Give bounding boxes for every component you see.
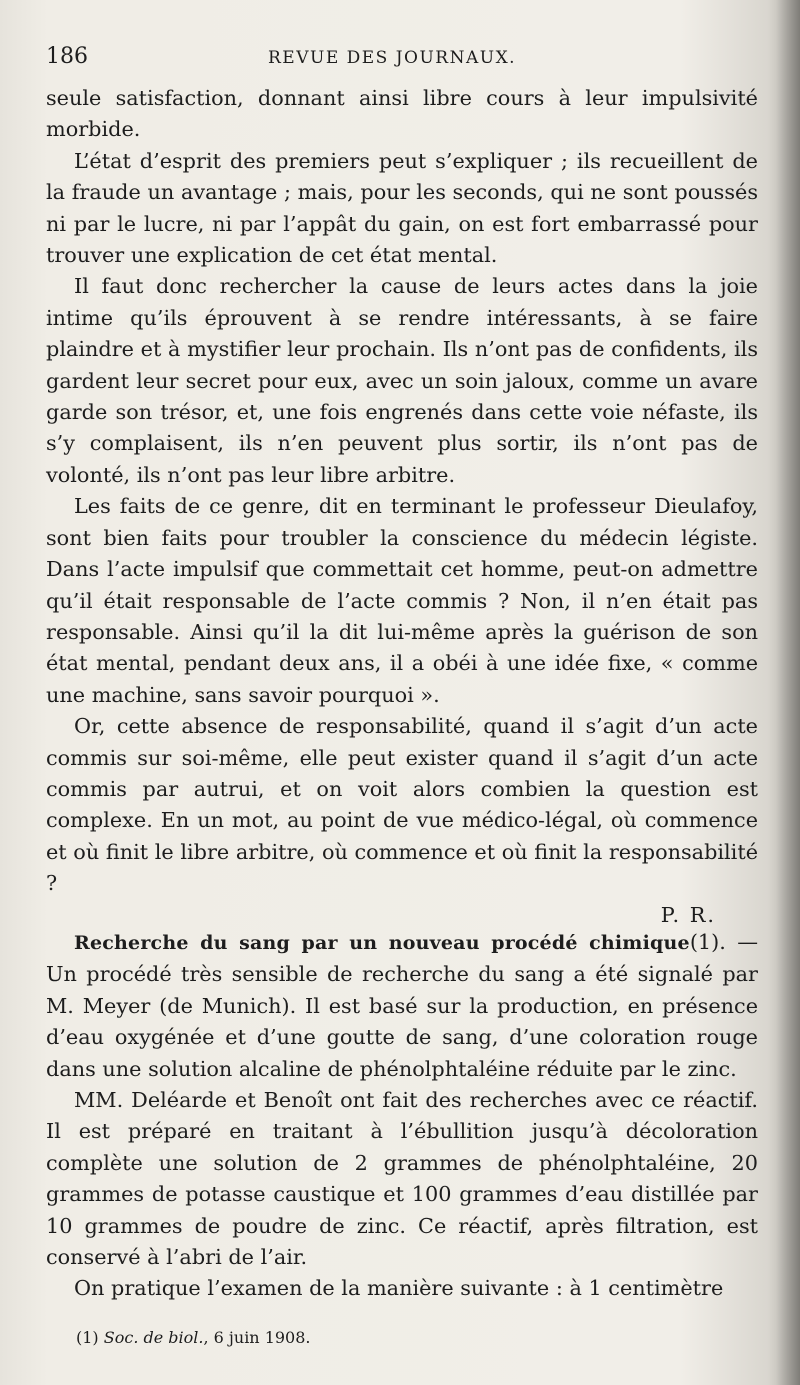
footnote-source: Soc. de biol. <box>103 1328 204 1347</box>
footnote-reference: (1). <box>689 930 726 954</box>
section-text-1: — Un procédé très sensible de recherche du sang a été signalé par M. Meyer (de Munich). Il est basé sur la production, en présence d’eau oxygénée et d’une goutte de sang, d’une coloration rouge dans une solution alcaline de phénolphtaléine réduite par le zinc. <box>46 930 758 1081</box>
paragraph-5: Or, cette absence de responsabilité, quand il s’agit d’un acte commis sur soi-même, elle peut exister quand il s’agit d’un acte commis par autrui, et on voit alors combien la question est complexe. En un mot, au point de vue médico-légal, où commence et où finit le libre arbitre, où commence et où finit la responsabilité ? <box>46 714 758 896</box>
section-paragraph-2: MM. Deléarde et Benoît ont fait des recherches avec ce réactif. Il est préparé en traitant à l’ébullition jusqu’à décoloration complète une solution de 2 grammes de phénolphtaléine, 20 grammes de potasse caustique et 100 grammes d’eau distillée par 10 grammes de poudre de zinc. Ce réactif, après filtration, est conservé à l’abri de l’air. <box>46 1088 758 1270</box>
paragraph-2: L’état d’esprit des premiers peut s’expliquer ; ils recueillent de la fraude un avantage ; mais, pour les seconds, qui ne sont poussés ni par le lucre, ni par l’appât du gain, on est fort embarrassé pour trouver une explication de cet état mental. <box>46 148 758 268</box>
page-header <box>46 40 756 80</box>
footnote <box>76 1328 311 1347</box>
author-signature: P. R. <box>660 902 716 927</box>
section-title: Recherche du sang par un nouveau procédé chimique <box>74 932 690 954</box>
running-head: REVUE DES JOURNAUX. <box>268 48 517 68</box>
paragraph-4: Les faits de ce genre, dit en terminant le professeur Dieulafoy, sont bien faits pour troubler la conscience du médecin légiste. Dans l’acte impulsif que commettait cet homme, peut-on admettre qu’il était responsable de l’acte commis ? Non, il n’en était pas responsable. Ainsi qu’il la dit lui-même après la guérison de son état mental, pendant deux ans, il a obéi à une idée fixe, « comme une machine, sans savoir pourquoi ». <box>46 494 758 707</box>
page-number: 186 <box>46 44 88 69</box>
section-paragraph-3: On pratique l’examen de la manière suivante : à 1 centimètre <box>74 1276 724 1301</box>
paragraph-1: seule satisfaction, donnant ainsi libre cours à leur impulsivité morbide. <box>46 86 758 142</box>
footnote-date: , 6 juin 1908. <box>203 1328 311 1347</box>
article-body <box>46 83 758 931</box>
footnote-marker: (1) <box>76 1328 99 1347</box>
article-section <box>46 927 758 1305</box>
section-paragraph-1 <box>46 927 758 1085</box>
paragraph-3: Il faut donc rechercher la cause de leurs actes dans la joie intime qu’ils éprouvent à se rendre intéressants, à se faire plaindre et à mystifier leur prochain. Ils n’ont pas de confidents, ils gardent leur secret pour eux, avec un soin jaloux, comme un avare garde son trésor, et, une fois engrenés dans cette voie néfaste, ils s’y complaisent, ils n’en peuvent plus sortir, ils n’ont pas de volonté, ils n’ont pas leur libre arbitre. <box>46 274 758 487</box>
